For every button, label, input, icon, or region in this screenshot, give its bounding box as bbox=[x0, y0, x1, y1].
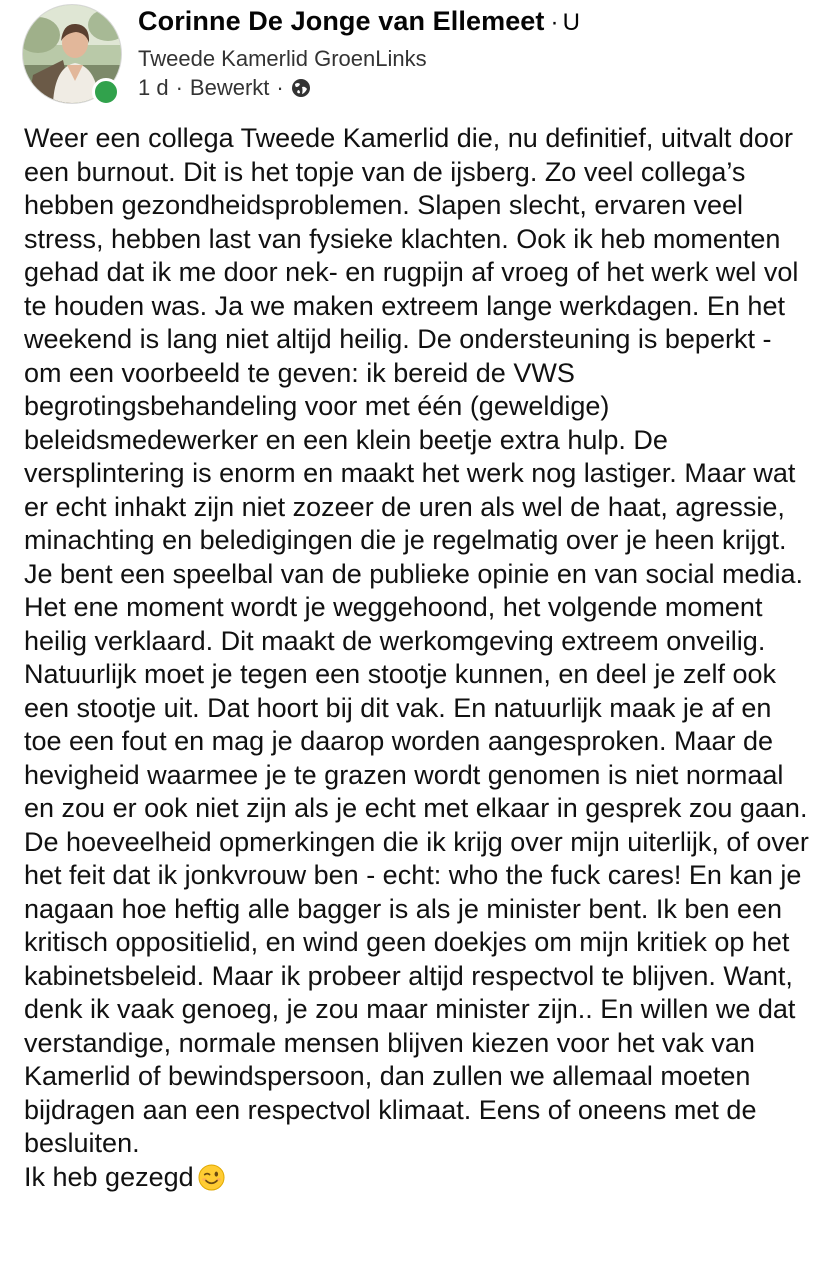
follow-indicator[interactable]: U bbox=[562, 9, 581, 36]
post-header bbox=[22, 4, 822, 108]
post-timestamp[interactable]: 1 d bbox=[138, 75, 169, 100]
post-meta bbox=[138, 75, 311, 101]
globe-icon[interactable] bbox=[291, 78, 311, 98]
meta-separator: · bbox=[175, 75, 183, 100]
avatar-container[interactable] bbox=[22, 4, 122, 104]
post-body bbox=[24, 122, 814, 1194]
online-status-dot bbox=[92, 78, 120, 106]
author-subtitle: Tweede Kamerlid GroenLinks bbox=[138, 46, 427, 71]
edited-label[interactable]: Bewerkt bbox=[189, 75, 270, 100]
post-text: Weer een collega Tweede Kamerlid die, nu definitief, uitvalt door een burnout. Dit is het topje van de ijsberg. Zo veel collega’s hebben gezondheidsproblemen. Slapen slecht, ervaren veel stress, hebben last van fysieke klachten. Ook ik heb momenten gehad dat ik me door nek- en rugpijn af vroeg of het werk wel vol te houden was. Ja we maken extreem lange werkdagen. En het weekend is lang niet altijd heilig. De ondersteuning is beperkt - om een voorbeeld te geven: ik bereid de VWS begrotingsbehandeling voor met één (geweldige) beleidsmedewerker en een klein beetje extra hulp. De versplintering is enorm en maakt het werk nog lastiger. Maar wat er echt inhakt zijn niet zozeer de uren als wel de haat, agressie, minachting en beledigingen die je regelmatig over je heen krijgt. Je bent een speelbal van de publieke opinie en van social media. Het ene moment wordt je weggehoond, het volgende moment heilig verklaard. Dit maakt de werkomgeving extreem onveilig. Natuurlijk moet je tegen een stootje kunnen, en deel je zelf ook een stootje uit. Dat hoort bij dit vak. En natuurlijk maak je af en toe een fout en mag je daarop worden aangesproken. Maar de hevigheid waarmee je te grazen wordt genomen is niet normaal en zou er ook niet zijn als je echt met elkaar in gesprek zou gaan. De hoeveelheid opmerkingen die ik krijg over mijn uiterlijk, of over het feit dat ik jonkvrouw ben - echt: who the fuck cares! En kan je nagaan hoe heftig alle bagger is als je minister bent. Ik ben een kritisch oppositielid, en wind geen doekjes om mijn kritiek op het kabinetsbeleid. Maar ik probeer altijd respectvol te blijven. Want, denk ik vaak genoeg, je zou maar minister zijn.. En willen we dat verstandige, normale mensen blijven kiezen voor het vak van Kamerlid of bewindspersoon, dan zullen we allemaal moeten bijdragen aan een respectvol klimaat. Eens of oneens met de besluiten. bbox=[24, 123, 809, 1158]
author-name[interactable]: Corinne De Jonge van Ellemeet bbox=[138, 6, 545, 36]
post-closing-line bbox=[24, 1161, 814, 1195]
post-closing-text: Ik heb gezegd bbox=[24, 1161, 194, 1192]
winking-face-icon bbox=[198, 1164, 225, 1191]
author-line bbox=[138, 6, 580, 37]
author-separator: · bbox=[550, 9, 559, 36]
meta-separator: · bbox=[276, 75, 284, 100]
